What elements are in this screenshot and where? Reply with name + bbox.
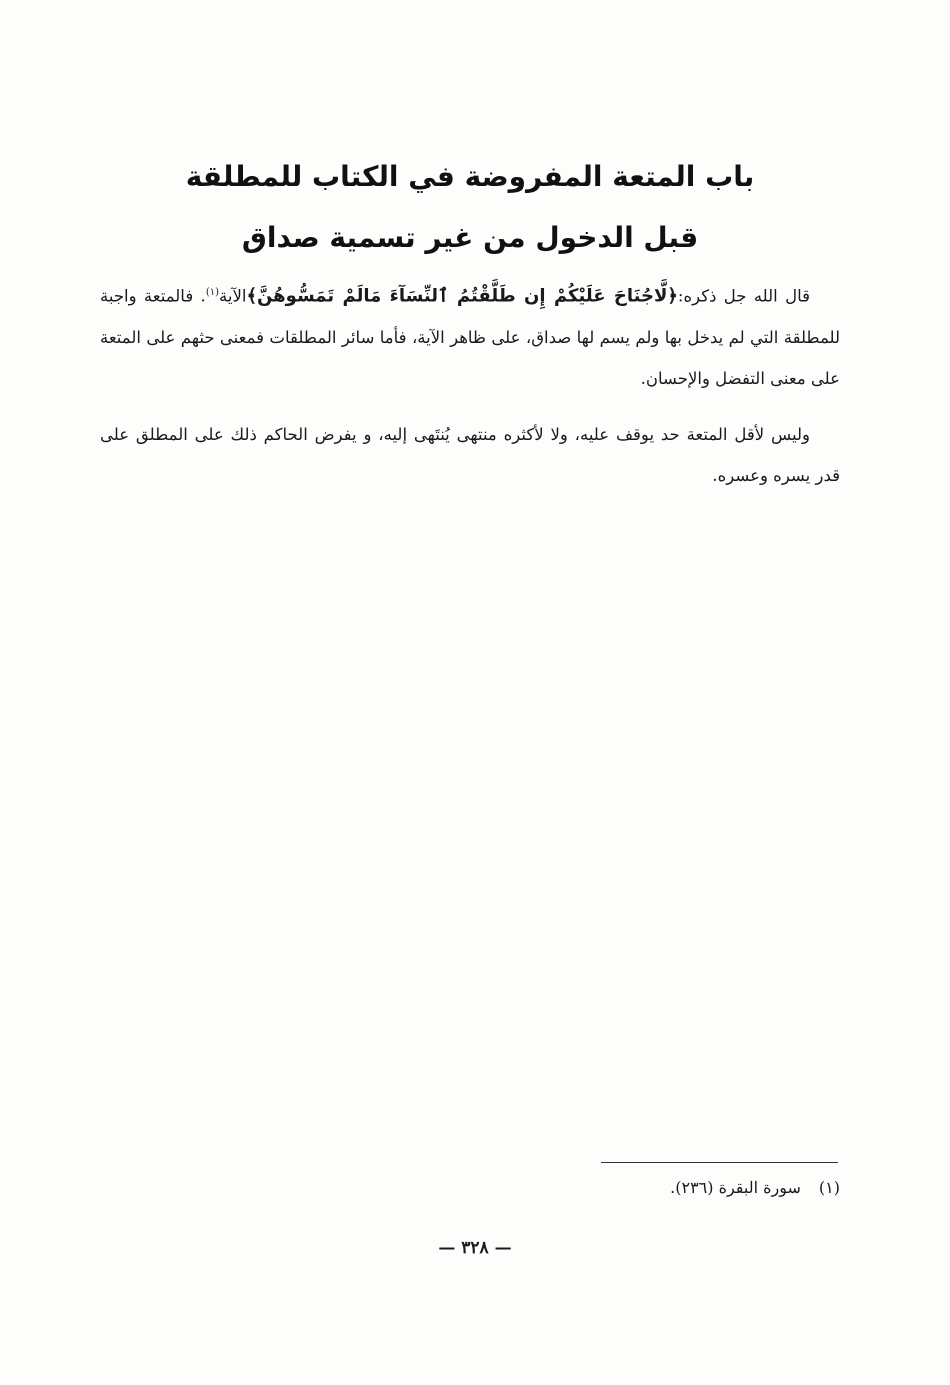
paragraph-1-intro: قال الله جل ذكره: — [677, 286, 811, 306]
paragraph-2 — [100, 414, 840, 496]
quran-close-bracket: ﴾ — [246, 285, 257, 307]
paragraph-1-body: . فالمتعة واجبة للمطلقة التي لم يدخل بها ولم يسم لها صداق، على ظاهر الآية، فأما سائر المطلقات فمعنى حثهم على المتعة على معنى التفضل والإحسان. — [100, 286, 840, 388]
quran-verse: لَّاجُنَاحَ عَلَيْكُمْ إِن طَلَّقْتُمُ ٱلنِّسَآءَ مَالَمْ تَمَسُّوهُنَّ — [256, 285, 668, 307]
footnote — [500, 1175, 840, 1201]
footnote-text: سورة البقرة (٢٣٦). — [670, 1178, 801, 1197]
footnote-reference: (١) — [205, 287, 219, 298]
chapter-title-line-1: باب المتعة المفروضة في الكتاب للمطلقة — [185, 160, 755, 193]
paragraph-2-text: وليس لأقل المتعة حد يوقف عليه، ولا لأكثره منتهى يُنتَهى إليه، و يفرض الحاكم ذلك على المطلق على قدر يسره وعسره. — [100, 425, 840, 485]
footnote-number: (١) — [818, 1178, 840, 1197]
chapter-title-line-2: قبل الدخول من غير تسمية صداق — [241, 221, 699, 254]
page-number: — ٣٢٨ — — [438, 1238, 512, 1258]
verse-reference-label: الآية — [219, 286, 247, 306]
quran-open-bracket: ﴿ — [667, 285, 678, 307]
paragraph-1 — [100, 272, 840, 399]
footnote-divider — [601, 1162, 838, 1163]
